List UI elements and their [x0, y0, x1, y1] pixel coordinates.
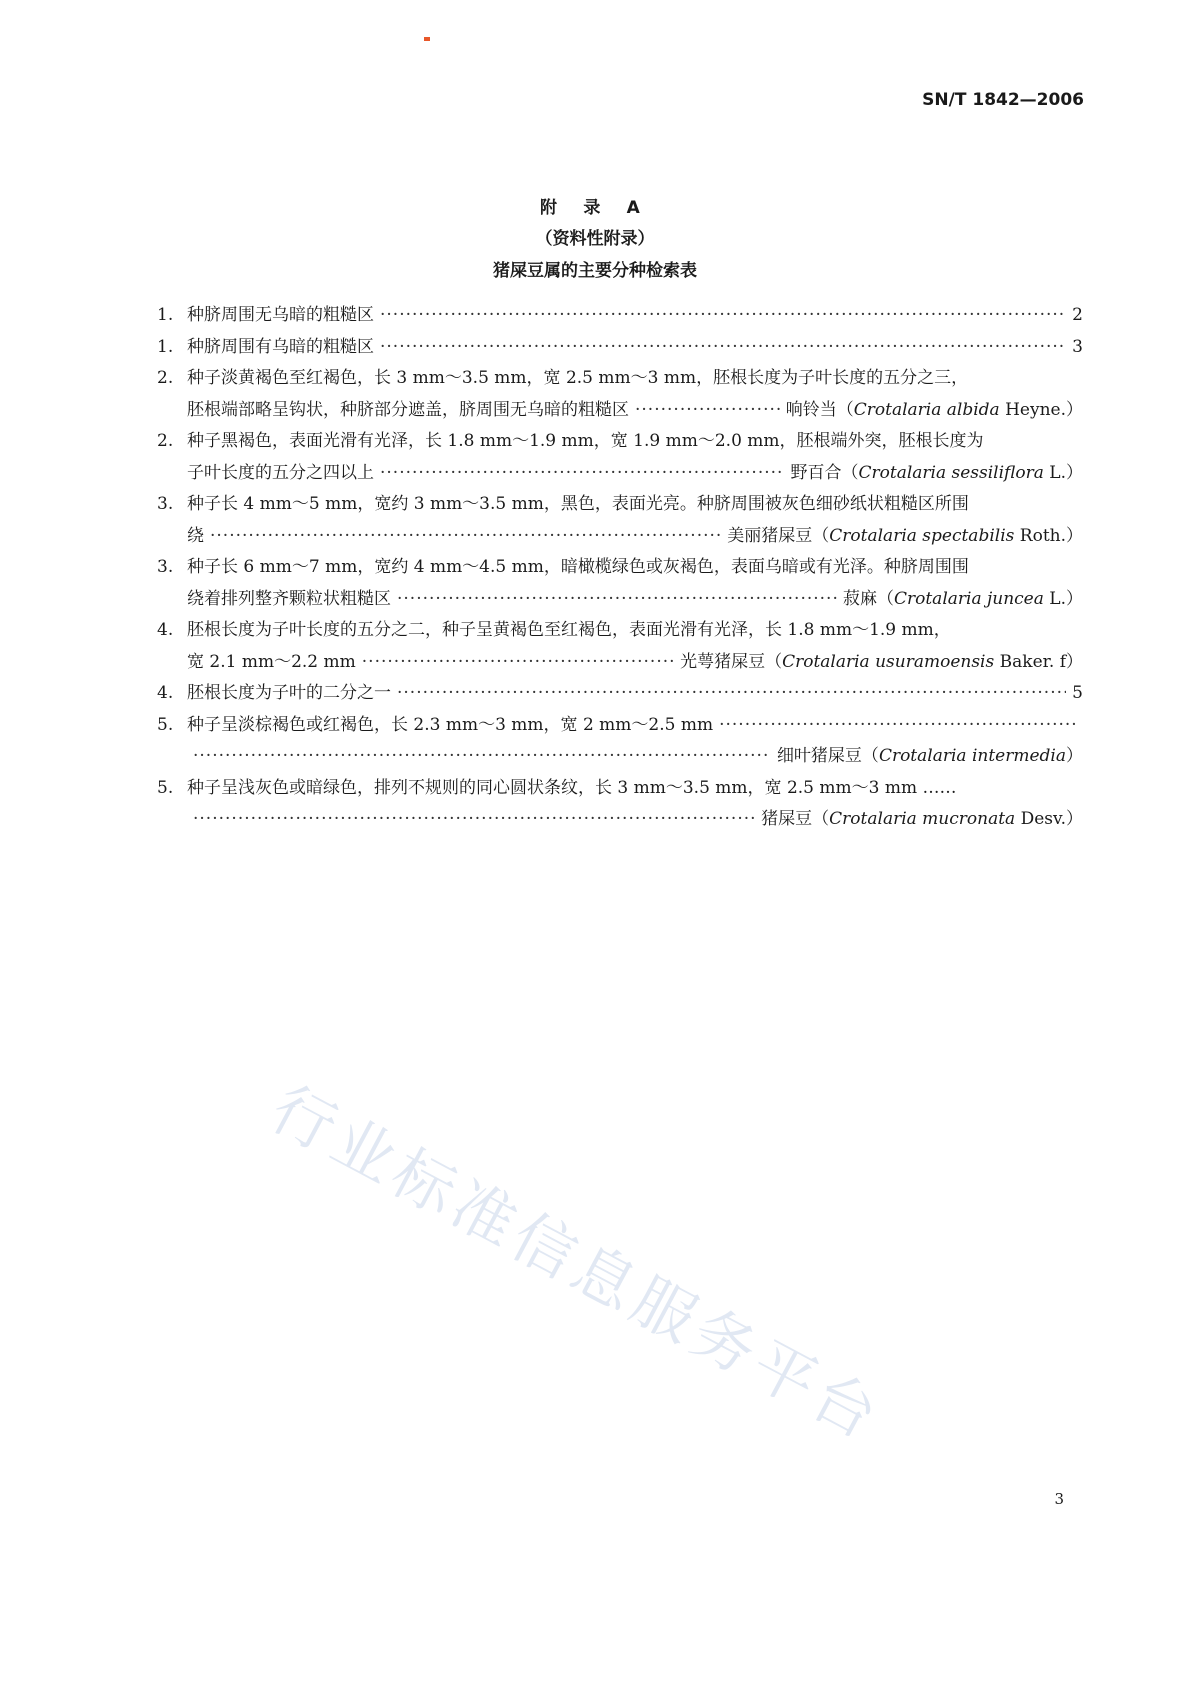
key-text-continued: 绕着排列整齐颗粒状粗糙区 — [187, 588, 391, 609]
species-result: 猪屎豆（Crotalaria mucronata Desv.） — [761, 809, 1083, 829]
appendix-kind: （资料性附录） — [535, 229, 655, 249]
key-text: 胚根长度为子叶的二分之一 — [187, 683, 391, 703]
key-text: 胚根长度为子叶长度的五分之二，种子呈黄褐色至红褐色，表面光滑有光泽，长 1.8 mm～1.9 mm， — [187, 620, 951, 640]
key-line-continuation — [157, 584, 1083, 616]
leader-dots — [193, 746, 771, 766]
leader-dots — [193, 809, 755, 829]
table-title: 猪屎豆属的主要分种检索表 — [493, 261, 697, 281]
key-line — [157, 710, 1083, 742]
key-line — [157, 332, 1083, 364]
leader-dots — [210, 526, 721, 546]
key-line-continuation — [157, 647, 1083, 679]
key-number: 3. — [157, 494, 174, 514]
key-number: 1. — [157, 305, 174, 325]
key-line — [157, 615, 1083, 647]
key-line — [157, 552, 1083, 584]
key-text-continued: 宽 2.1 mm～2.2 mm — [187, 651, 356, 672]
standard-code: SN/T 1842—2006 — [922, 90, 1084, 110]
key-line-continuation — [157, 395, 1083, 427]
key-number: 2. — [157, 431, 174, 451]
key-line — [157, 773, 1083, 805]
key-text-continued: 绕 — [187, 525, 204, 546]
key-number: 5. — [157, 714, 174, 735]
watermark: 行业标准信息服务平台 — [259, 1071, 895, 1456]
key-result: 3 — [1072, 336, 1083, 357]
key-text: 种脐周围无乌暗的粗糙区 — [187, 305, 374, 325]
species-result: 光萼猪屎豆（Crotalaria usuramoensis Baker. f） — [680, 651, 1083, 672]
page-number: 3 — [1054, 1490, 1064, 1508]
species-result: 细叶猪屎豆（Crotalaria intermedia） — [776, 746, 1083, 766]
key-line-continuation — [157, 458, 1083, 490]
leader-dots — [635, 400, 780, 420]
key-text: 种子黑褐色，表面光滑有光泽，长 1.8 mm～1.9 mm，宽 1.9 mm～2.0 mm，胚根端外突，胚根长度为 — [187, 431, 984, 451]
key-line — [157, 489, 1083, 521]
key-line — [157, 363, 1083, 395]
key-text: 种子呈淡棕褐色或红褐色，长 2.3 mm～3 mm，宽 2 mm～2.5 mm — [187, 714, 714, 735]
leader-dots — [719, 715, 1077, 735]
identification-key — [157, 300, 1083, 836]
key-text: 种子长 4 mm～5 mm，宽约 3 mm～3.5 mm，黑色，表面光亮。种脐周围被灰色细砂纸状粗糙区所围 — [187, 494, 969, 514]
key-line — [157, 678, 1083, 710]
key-number: 2. — [157, 368, 174, 388]
key-number: 1. — [157, 336, 174, 357]
leader-dots — [380, 337, 1066, 357]
key-text: 种脐周围有乌暗的粗糙区 — [187, 336, 374, 357]
species-result: 野百合（Crotalaria sessiliflora L.） — [790, 462, 1083, 483]
leader-dots — [397, 683, 1066, 703]
species-result: 菽麻（Crotalaria juncea L.） — [842, 588, 1083, 609]
key-text-continued: 子叶长度的五分之四以上 — [187, 462, 374, 483]
species-result: 美丽猪屎豆（Crotalaria spectabilis Roth.） — [727, 525, 1083, 546]
species-result: 响铃当（Crotalaria albida Heyne.） — [785, 399, 1083, 420]
key-result: 2 — [1072, 305, 1083, 325]
key-line-continuation — [157, 521, 1083, 553]
key-number: 5. — [157, 777, 174, 798]
appendix-label: 附 录 A — [540, 198, 650, 218]
key-text: 种子呈浅灰色或暗绿色，排列不规则的同心圆状条纹，长 3 mm～3.5 mm，宽 2.5 mm～3 mm …… — [187, 777, 957, 798]
key-text: 种子淡黄褐色至红褐色，长 3 mm～3.5 mm，宽 2.5 mm～3 mm，胚根长度为子叶长度的五分之三， — [187, 368, 969, 388]
key-line-continuation — [157, 741, 1083, 773]
key-result: 5 — [1072, 683, 1083, 703]
key-number: 4. — [157, 683, 174, 703]
key-line — [157, 300, 1083, 332]
key-line-continuation — [157, 804, 1083, 836]
leader-dots — [362, 652, 674, 672]
leader-dots — [380, 463, 785, 483]
key-number: 4. — [157, 620, 174, 640]
orange-mark — [424, 37, 430, 41]
key-text-continued: 胚根端部略呈钩状，种脐部分遮盖，脐周围无乌暗的粗糙区 — [187, 399, 629, 420]
key-line — [157, 426, 1083, 458]
key-text: 种子长 6 mm～7 mm，宽约 4 mm～4.5 mm，暗橄榄绿色或灰褐色，表面乌暗或有光泽。种脐周围围 — [187, 557, 969, 577]
key-number: 3. — [157, 557, 174, 577]
leader-dots — [380, 305, 1066, 325]
leader-dots — [397, 589, 837, 609]
